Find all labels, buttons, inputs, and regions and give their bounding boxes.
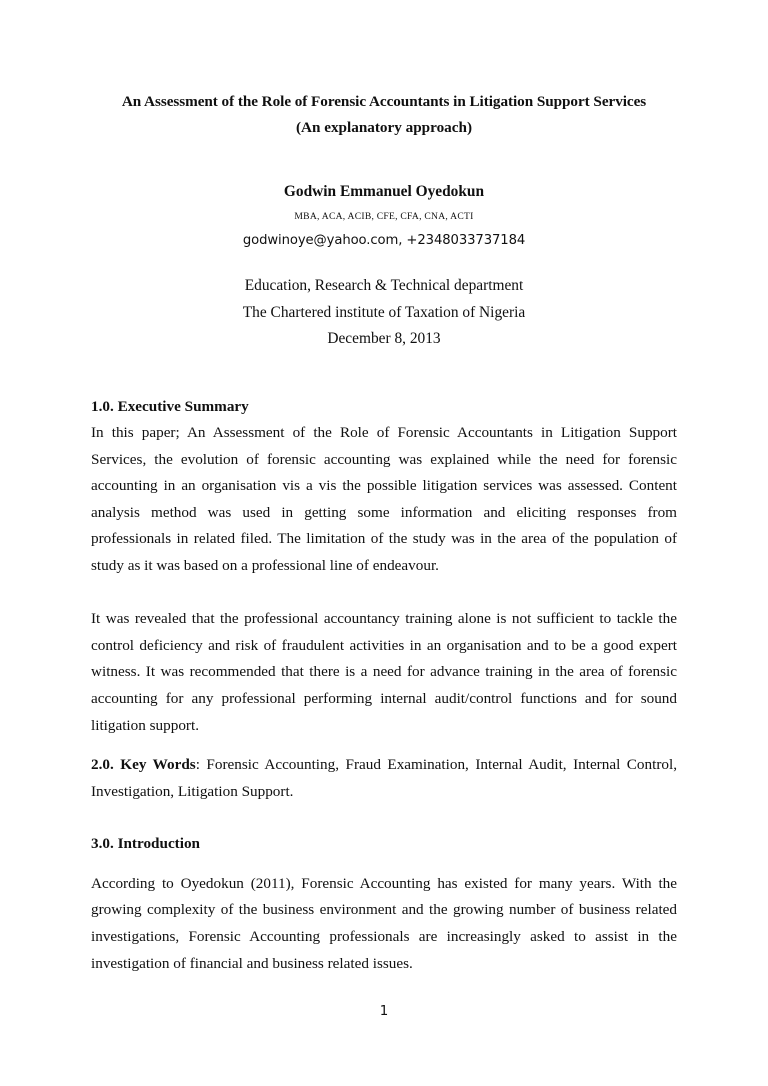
key-words-value: Forensic Accounting, Fraud Examination, Internal Audit, Internal Control, Investigation, Litigation Support.: [91, 756, 677, 800]
author-contact: godwinoye@yahoo.com, +2348033737184: [242, 233, 526, 248]
paragraph-spacer: [91, 739, 677, 752]
paragraph-spacer: [91, 858, 677, 871]
publication-date: December 8, 2013: [327, 330, 441, 347]
paragraph-spacer: [91, 580, 677, 607]
page-title: An Assessment of the Role of Forensic Accountants in Litigation Support Services: [121, 93, 647, 110]
heading-introduction: 3.0. Introduction: [91, 835, 201, 853]
author-name: Godwin Emmanuel Oyedokun: [283, 183, 485, 200]
heading-executive-summary: 1.0. Executive Summary: [91, 397, 249, 415]
executive-summary-paragraph-2: It was revealed that the professional accountancy training alone is not sufficient to tackle the control deficiency and risk of fraudulent activities in an organisation and to be a good expert witness. It was recommended that there is a need for advance training in the area of forensic accounting for any professional performing internal audit/control functions and for sound litigation support.: [91, 610, 677, 734]
key-words-label: 2.0. Key Words: [91, 756, 196, 774]
page-subtitle: (An explanatory approach): [295, 119, 473, 136]
author-credentials: MBA, ACA, ACIB, CFE, CFA, CNA, ACTI: [294, 211, 474, 222]
body-content: [91, 394, 677, 978]
title-block: [91, 0, 677, 141]
key-words-separator: :: [195, 756, 207, 774]
section-spacer: [91, 805, 677, 831]
key-words-paragraph: [91, 752, 677, 805]
executive-summary-paragraph-1: In this paper; An Assessment of the Role of Forensic Accountants in Litigation Support Services, the evolution of forensic accounting was explained while the need for forensic accounting in an organisation vis a vis the possible litigation services was assessed. Content analysis method was used in getting some information and eliciting responses from professionals in related filed. The limitation of the study was in the area of the population of study as it was based on a professional line of endeavour.: [91, 424, 677, 574]
affiliation-organisation: The Chartered institute of Taxation of Nigeria: [242, 303, 526, 321]
author-block: [91, 181, 677, 252]
affiliation-department: Education, Research & Technical department: [244, 277, 524, 294]
introduction-paragraph-1: According to Oyedokun (2011), Forensic Accounting has existed for many years. With the growing complexity of the business environment and the growing number of business related investigations, Forensic Accounting professionals are increasingly asked to assist in the investigation of financial and business related issues.: [91, 874, 677, 972]
page-number: 1: [379, 1004, 389, 1019]
affiliation-block: [91, 273, 677, 353]
